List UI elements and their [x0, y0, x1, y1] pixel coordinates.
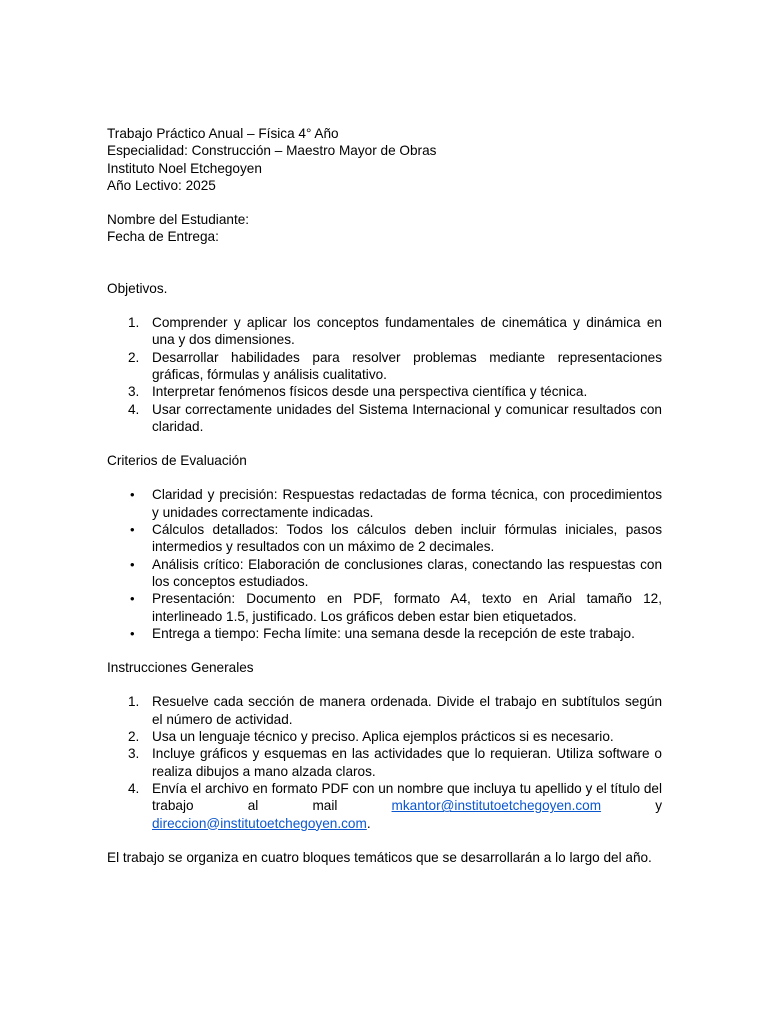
list-item: [107, 486, 662, 521]
bullet-icon: •: [130, 591, 135, 607]
list-item: [107, 401, 662, 436]
document-title: Trabajo Práctico Anual – Física 4° Año: [107, 126, 339, 141]
instruction-text: Envía el archivo en formato PDF con un nombre que incluya tu apellido y el título del trabajo al mail: [152, 780, 662, 814]
bullet-icon: •: [130, 522, 135, 538]
bullet-icon: •: [130, 487, 135, 503]
list-item: [107, 693, 662, 728]
list-item: [107, 349, 662, 384]
closing-paragraph: El trabajo se organiza en cuatro bloques temáticos que se desarrollarán a lo largo del año.: [107, 849, 652, 865]
specialty-line: Especialidad: Construcción – Maestro Mayor de Obras: [107, 143, 437, 159]
list-item: [107, 314, 662, 349]
delivery-date-label: Fecha de Entrega:: [107, 229, 219, 245]
instruction-text: Resuelve cada sección de manera ordenada. Divide el trabajo en subtítulos según el número de actividad.: [152, 694, 662, 727]
criterion-text: Cálculos detallados: Todos los cálculos deben incluir fórmulas iniciales, pasos intermedios y resultados con un máximo de 2 decimales.: [152, 522, 662, 555]
bullet-icon: •: [130, 625, 135, 641]
list-number: 4.: [128, 780, 140, 796]
instructions-heading: Instrucciones Generales: [107, 660, 254, 676]
list-item: [107, 745, 662, 780]
email-link-direccion[interactable]: direccion@institutoetchegoyen.com: [152, 815, 367, 831]
objective-text: Interpretar fenómenos físicos desde una perspectiva científica y técnica.: [152, 384, 588, 400]
objectives-list: [107, 314, 662, 435]
student-name-label: Nombre del Estudiante:: [107, 212, 250, 228]
list-item: [107, 521, 662, 556]
criterion-text: Claridad y precisión: Respuestas redactadas de forma técnica, con procedimientos y unidades correctamente indicadas.: [152, 487, 662, 520]
list-number: 3.: [128, 746, 140, 762]
list-item: [107, 625, 662, 642]
institute-line: Instituto Noel Etchegoyen: [107, 160, 262, 176]
criterion-text: Entrega a tiempo: Fecha límite: una semana desde la recepción de este trabajo.: [152, 625, 635, 641]
objective-text: Desarrollar habilidades para resolver problemas mediante representaciones gráficas, fórmulas y análisis cualitativo.: [152, 349, 662, 382]
objective-text: Usar correctamente unidades del Sistema Internacional y comunicar resultados con claridad.: [152, 401, 662, 434]
list-number: 2.: [128, 729, 140, 745]
instructions-list: [107, 693, 662, 831]
instruction-text: Usa un lenguaje técnico y preciso. Aplica ejemplos prácticos si es necesario.: [152, 729, 614, 745]
list-number: 4.: [128, 401, 140, 417]
list-number: 3.: [128, 384, 140, 400]
list-item: [107, 728, 662, 745]
list-item: [107, 780, 662, 832]
objective-text: Comprender y aplicar los conceptos fundamentales de cinemática y dinámica en una y dos dimensiones.: [152, 315, 662, 348]
list-number: 1.: [128, 694, 140, 710]
bullet-icon: •: [130, 556, 135, 572]
objectives-heading: Objetivos.: [107, 280, 168, 296]
sentence-end: .: [366, 815, 371, 831]
school-year-line: Año Lectivo: 2025: [107, 177, 216, 193]
criterion-text: Presentación: Documento en PDF, formato A4, texto en Arial tamaño 12, interlineado 1.5, justificado. Los gráficos deben estar bien etiquetados.: [152, 591, 662, 624]
list-number: 2.: [128, 349, 140, 365]
list-number: 1.: [128, 315, 140, 331]
list-item: [107, 383, 662, 400]
list-item: [107, 556, 662, 591]
instruction-text: Incluye gráficos y esquemas en las actividades que lo requieran. Utiliza software o realiza dibujos a mano alzada claros.: [152, 746, 662, 779]
email-link-mkantor[interactable]: mkantor@institutoetchegoyen.com: [391, 798, 602, 814]
list-item: [107, 590, 662, 625]
criteria-list: [107, 486, 662, 642]
document-content: [107, 125, 662, 866]
conjunction-text: y: [655, 798, 662, 814]
criterion-text: Análisis crítico: Elaboración de conclusiones claras, conectando las respuestas con los conceptos estudiados.: [152, 556, 662, 589]
criteria-heading: Criterios de Evaluación: [107, 453, 247, 469]
